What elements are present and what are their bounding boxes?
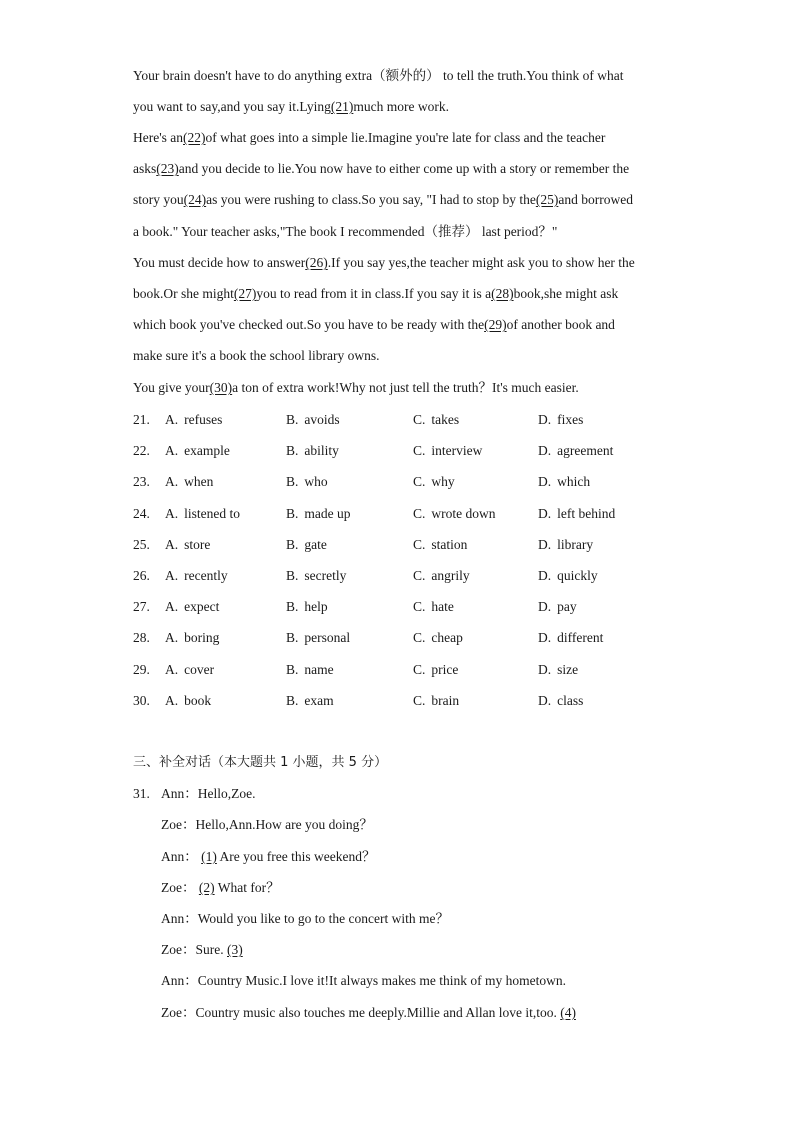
passage-line: [133, 160, 629, 178]
option-b[interactable]: [286, 505, 351, 523]
passage-text: a ton of extra work!Why not just tell the truth？It's much easier.: [232, 380, 579, 395]
passage-text: You give your: [133, 380, 210, 395]
option-letter: A.: [165, 412, 179, 427]
option-text: different: [557, 630, 604, 645]
passage-line: [133, 379, 579, 397]
dialogue-line: [161, 972, 566, 990]
option-text: made up: [304, 506, 351, 521]
passage-text: make sure it's a book the school library owns.: [133, 348, 380, 363]
option-b[interactable]: [286, 692, 334, 710]
option-letter: A.: [165, 474, 179, 489]
option-text: size: [557, 662, 579, 677]
option-letter: B.: [286, 537, 299, 552]
speaker: Ann：: [161, 911, 198, 926]
question-row: [133, 629, 693, 647]
option-text: secretly: [304, 568, 347, 583]
option-b[interactable]: [286, 536, 327, 554]
option-c[interactable]: [413, 661, 458, 679]
speaker: Ann：: [161, 973, 198, 988]
option-text: takes: [431, 412, 460, 427]
option-text: wrote down: [431, 506, 496, 521]
speaker: Zoe：: [161, 817, 196, 832]
option-letter: C.: [413, 599, 426, 614]
passage-line: [133, 129, 605, 147]
blank-number: (24): [183, 192, 207, 207]
passage-line: [133, 191, 633, 209]
option-text: when: [184, 474, 214, 489]
option-text: hate: [431, 599, 454, 614]
blank-number: (3): [227, 942, 243, 957]
option-letter: A.: [165, 599, 179, 614]
dialogue-line: [161, 879, 280, 897]
passage-text: and you decide to lie.You now have to either come up with a story or remember the: [178, 161, 630, 176]
question-row: [133, 473, 693, 491]
option-text: fixes: [557, 412, 584, 427]
blank-number: (25): [535, 192, 559, 207]
dialogue-text: Hello,Zoe.: [197, 786, 256, 801]
option-letter: D.: [538, 506, 552, 521]
blank-number: (1): [201, 849, 217, 864]
option-d[interactable]: [538, 505, 615, 523]
option-a[interactable]: [165, 411, 222, 429]
question-number: 21.: [133, 412, 150, 427]
option-text: help: [304, 599, 328, 614]
passage-line: [133, 347, 380, 365]
option-a[interactable]: [165, 692, 211, 710]
option-text: station: [431, 537, 468, 552]
option-d[interactable]: [538, 442, 613, 460]
option-text: boring: [184, 630, 220, 645]
option-a[interactable]: [165, 661, 214, 679]
passage-text: a book." Your teacher asks,"The book I recommended（推荐） last period？": [133, 224, 558, 239]
option-d[interactable]: [538, 598, 577, 616]
passage-line: [133, 98, 449, 116]
question-number: 25.: [133, 537, 150, 552]
option-letter: D.: [538, 693, 552, 708]
passage-text: you want to say,and you say it.Lying: [133, 99, 331, 114]
option-letter: A.: [165, 537, 179, 552]
option-text: who: [304, 474, 328, 489]
passage-text: of what goes into a simple lie.Imagine you're late for class and the teacher: [205, 130, 606, 145]
question-number: 27.: [133, 599, 150, 614]
option-letter: B.: [286, 474, 299, 489]
question-number: 29.: [133, 662, 150, 677]
option-b[interactable]: [286, 629, 350, 647]
dialogue-line: [161, 910, 449, 928]
option-letter: B.: [286, 630, 299, 645]
passage-text: Your brain doesn't have to do anything extra（额外的） to tell the truth.You think of what: [133, 68, 624, 83]
option-d[interactable]: [538, 411, 583, 429]
option-letter: A.: [165, 506, 179, 521]
blank-number: (27): [233, 286, 257, 301]
passage-line: [133, 67, 624, 85]
option-d[interactable]: [538, 567, 598, 585]
option-a[interactable]: [165, 567, 228, 585]
option-text: agreement: [557, 443, 614, 458]
option-b[interactable]: [286, 473, 328, 491]
option-letter: C.: [413, 474, 426, 489]
speaker: Zoe：: [161, 942, 196, 957]
passage-line: [133, 223, 557, 241]
question-row: [133, 567, 693, 585]
option-c[interactable]: [413, 505, 496, 523]
question-number: 31.: [133, 786, 150, 801]
option-c[interactable]: [413, 692, 459, 710]
speaker: Ann：: [161, 849, 198, 864]
option-text: personal: [304, 630, 351, 645]
blank-number: (4): [560, 1005, 576, 1020]
passage-text: as you were rushing to class.So you say, "I had to stop by the: [206, 192, 536, 207]
option-letter: C.: [413, 568, 426, 583]
option-letter: D.: [538, 474, 552, 489]
option-text: left behind: [557, 506, 616, 521]
question-number: 30.: [133, 693, 150, 708]
option-letter: B.: [286, 412, 299, 427]
option-b[interactable]: [286, 411, 340, 429]
option-c[interactable]: [413, 442, 482, 460]
option-a[interactable]: [165, 629, 219, 647]
question-row: [133, 442, 693, 460]
option-letter: C.: [413, 630, 426, 645]
option-text: library: [557, 537, 594, 552]
option-text: ability: [304, 443, 339, 458]
blank-number: (26): [305, 255, 328, 270]
passage-text: book.Or she might: [133, 286, 234, 301]
blank-number: (21): [330, 99, 354, 114]
option-letter: C.: [413, 693, 426, 708]
option-text: expect: [184, 599, 220, 614]
option-letter: B.: [286, 662, 299, 677]
blank-number: (28): [491, 286, 514, 301]
option-a[interactable]: [165, 442, 230, 460]
option-text: cover: [184, 662, 215, 677]
option-d[interactable]: [538, 661, 578, 679]
option-text: brain: [431, 693, 460, 708]
option-letter: D.: [538, 630, 552, 645]
option-text: interview: [431, 443, 483, 458]
option-letter: C.: [413, 506, 426, 521]
question-row: [133, 505, 693, 523]
dialogue-text: Would you like to go to the concert with me？: [197, 911, 449, 926]
option-c[interactable]: [413, 473, 455, 491]
option-d[interactable]: [538, 536, 593, 554]
passage-text: much more work.: [353, 99, 449, 114]
option-letter: D.: [538, 537, 552, 552]
blank-number: (30): [209, 380, 233, 395]
option-text: pay: [557, 599, 577, 614]
option-a[interactable]: [165, 473, 213, 491]
speaker: Zoe：: [161, 1005, 196, 1020]
question-number: 24.: [133, 506, 150, 521]
option-text: example: [184, 443, 230, 458]
option-a[interactable]: [165, 505, 240, 523]
passage-line: [133, 285, 618, 303]
dialogue-text: Country music also touches me deeply.Millie and Allan love it,too.: [195, 1005, 561, 1020]
question-row: [133, 411, 693, 429]
dialogue-text: What for？: [214, 880, 280, 895]
option-letter: D.: [538, 443, 552, 458]
option-a[interactable]: [165, 598, 219, 616]
passage-text: you to read from it in class.If you say it is a: [256, 286, 492, 301]
option-text: gate: [304, 537, 327, 552]
option-c[interactable]: [413, 629, 463, 647]
question-row: [133, 536, 693, 554]
option-letter: A.: [165, 568, 179, 583]
dialogue-text: Are you free this weekend？: [216, 849, 376, 864]
passage-text: of another book and: [506, 317, 615, 332]
dialogue-line: [161, 816, 373, 834]
dialogue-line: [161, 1004, 576, 1022]
option-letter: B.: [286, 693, 299, 708]
option-d[interactable]: [538, 473, 590, 491]
option-letter: A.: [165, 443, 179, 458]
passage-line: [133, 254, 635, 272]
option-b[interactable]: [286, 661, 334, 679]
option-text: exam: [304, 693, 334, 708]
blank-number: (22): [183, 130, 206, 145]
question-row: [133, 692, 693, 710]
option-letter: B.: [286, 443, 299, 458]
blank-number: (2): [198, 880, 215, 895]
dialogue-text: Country Music.I love it!It always makes me think of my hometown.: [197, 973, 566, 988]
dialogue-line: [161, 941, 243, 959]
option-c[interactable]: [413, 536, 467, 554]
option-letter: C.: [413, 662, 426, 677]
passage-text: asks: [133, 161, 157, 176]
option-c[interactable]: [413, 567, 470, 585]
speaker: Ann：: [161, 786, 198, 801]
option-text: which: [557, 474, 591, 489]
option-text: quickly: [557, 568, 598, 583]
option-text: cheap: [431, 630, 463, 645]
option-letter: B.: [286, 506, 299, 521]
option-letter: C.: [413, 412, 426, 427]
option-letter: C.: [413, 443, 426, 458]
option-letter: D.: [538, 662, 552, 677]
option-text: listened to: [184, 506, 240, 521]
passage-text: story you: [133, 192, 184, 207]
question-number: 22.: [133, 443, 150, 458]
dialogue-text: Sure.: [195, 942, 227, 957]
section-heading: 三、补全对话（本大题共 1 小题，共 5 分）: [133, 755, 388, 770]
passage-text: Here's an: [133, 130, 184, 145]
option-text: angrily: [431, 568, 470, 583]
blank-number: (29): [484, 317, 507, 332]
dialogue-text: Hello,Ann.How are you doing？: [195, 817, 373, 832]
option-b[interactable]: [286, 598, 328, 616]
dialogue-line: [161, 785, 255, 803]
option-letter: B.: [286, 599, 299, 614]
question-number: 26.: [133, 568, 150, 583]
option-b[interactable]: [286, 442, 339, 460]
passage-line: [133, 316, 615, 334]
option-letter: B.: [286, 568, 299, 583]
option-letter: D.: [538, 599, 552, 614]
passage-text: book,she might ask: [513, 286, 619, 301]
option-letter: A.: [165, 693, 179, 708]
passage-text: .If you say yes,the teacher might ask you to show her the: [327, 255, 635, 270]
question-row: [133, 661, 693, 679]
option-c[interactable]: [413, 411, 459, 429]
passage-text: and borrowed: [558, 192, 633, 207]
option-letter: D.: [538, 412, 552, 427]
option-letter: A.: [165, 630, 179, 645]
option-text: recently: [184, 568, 228, 583]
option-text: price: [431, 662, 459, 677]
passage-text: which book you've checked out.So you have to be ready with the: [133, 317, 485, 332]
option-text: store: [184, 537, 211, 552]
dialogue-line: [161, 848, 375, 866]
question-row: [133, 598, 693, 616]
question-number: 28.: [133, 630, 150, 645]
option-a[interactable]: [165, 536, 210, 554]
blank-number: (23): [156, 161, 179, 176]
option-text: avoids: [304, 412, 340, 427]
option-text: why: [431, 474, 455, 489]
option-c[interactable]: [413, 598, 454, 616]
speaker: Zoe：: [161, 880, 196, 895]
question-number: 23.: [133, 474, 150, 489]
option-d[interactable]: [538, 692, 583, 710]
option-text: refuses: [184, 412, 223, 427]
option-letter: D.: [538, 568, 552, 583]
option-text: class: [557, 693, 584, 708]
option-text: book: [184, 693, 212, 708]
option-d[interactable]: [538, 629, 603, 647]
option-b[interactable]: [286, 567, 346, 585]
passage-text: You must decide how to answer: [133, 255, 306, 270]
option-letter: A.: [165, 662, 179, 677]
option-text: name: [304, 662, 334, 677]
option-letter: C.: [413, 537, 426, 552]
